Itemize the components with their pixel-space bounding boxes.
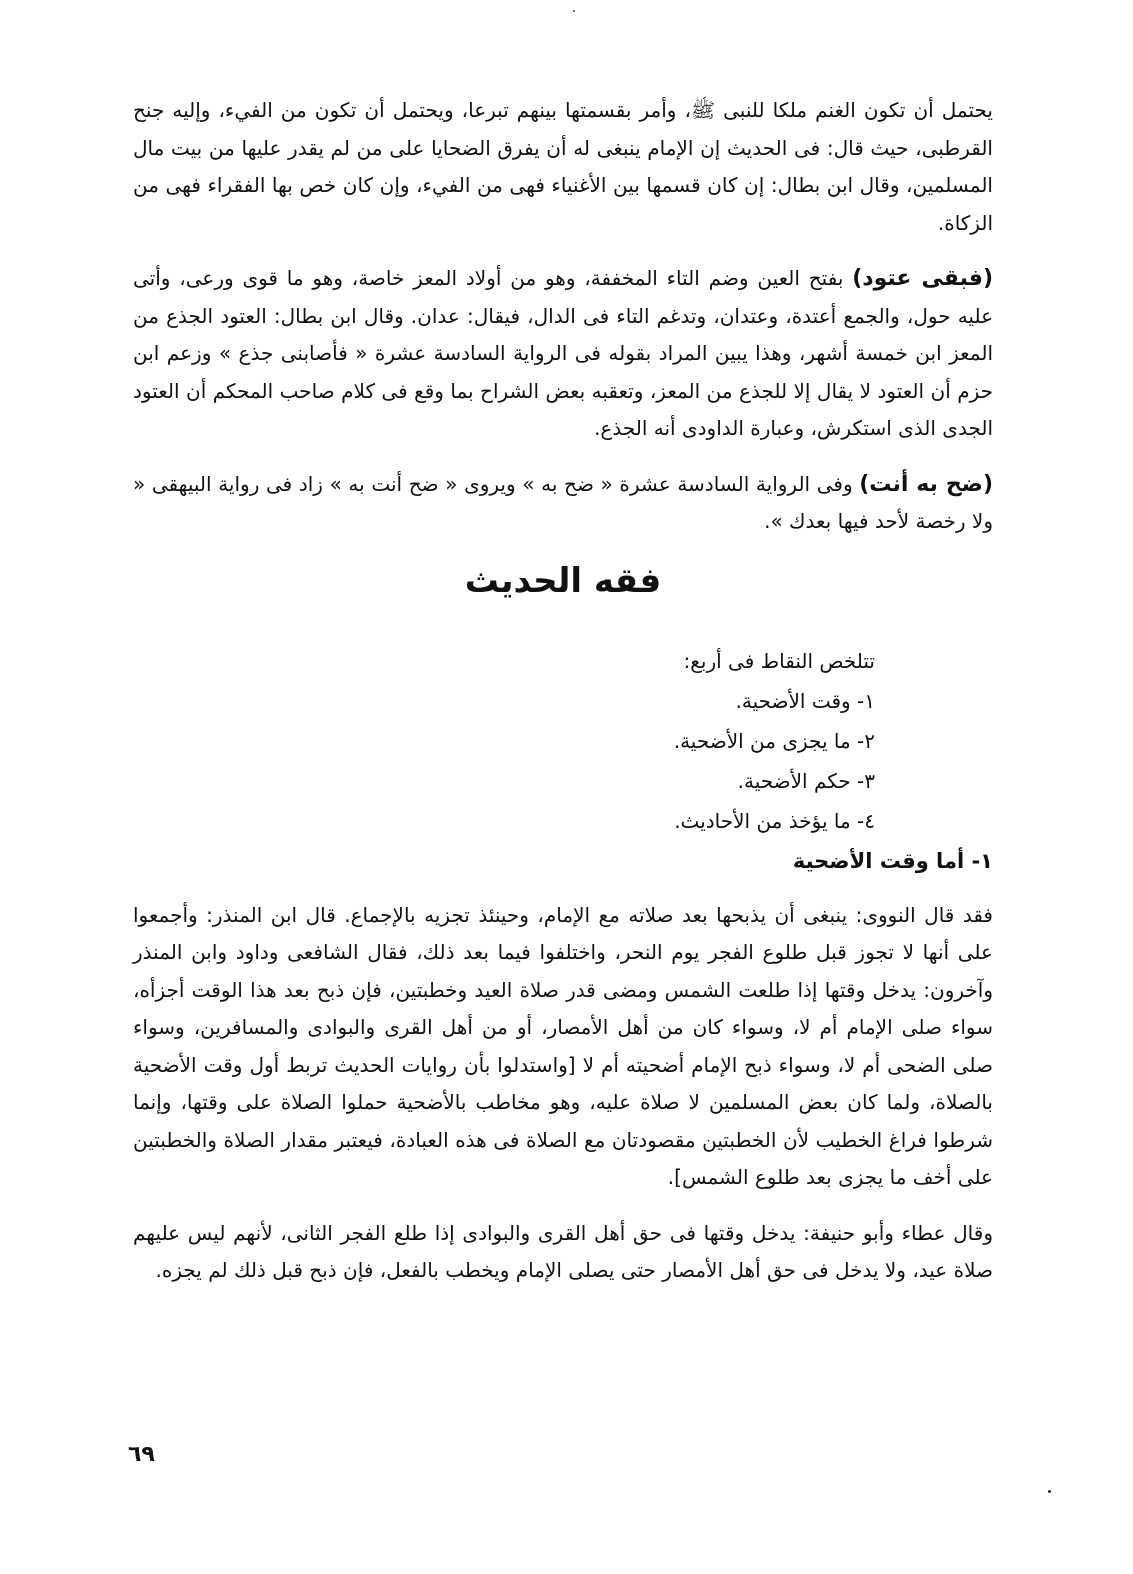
list-item: ٣- حكم الأضحية. [737, 768, 875, 793]
paragraph-2-lead: (فبقى عتود) [852, 266, 994, 291]
paragraph-2 [133, 260, 993, 448]
paragraph-3-lead: (ضح به أنت) [859, 471, 993, 497]
page-number: ٦٩ [128, 1442, 155, 1467]
subheading: ١- أما وقت الأضحية [792, 848, 993, 873]
section-intro: تتلخص النقاط فى أربع: [683, 648, 875, 673]
scan-speck [573, 10, 575, 12]
list-item: ١- وقت الأضحية. [735, 688, 875, 713]
page-body [133, 92, 993, 1308]
paragraph-1: يحتمل أن تكون الغنم ملكا للنبى ﷺ، وأمر بقسمتها بينهم تبرعا، ويحتمل أن تكون من الفيء، وإليه جنح القرطبى، حيث قال: فى الحديث إن الإمام ينبغى له أن يفرق الضحايا على من لم يقدر عليها من بيت مال المسلمين، وقال ابن بطال: إن كان قسمها بين الأغنياء فهى من الفيء، وإن كان خص بها الفقراء فهى من الزكاة. [133, 98, 993, 235]
scan-speck [1048, 1490, 1051, 1493]
list-item: ٤- ما يؤخذ من الأحاديث. [674, 808, 875, 833]
paragraph-5: وقال عطاء وأبو حنيفة: يدخل وقتها فى حق أهل القرى والبوادى إذا طلع الفجر الثانى، لأنهم ليس عليهم صلاة عيد، ولا يدخل فى حق أهل الأمصار حتى يصلى الإمام ويخطب بالفعل، فإن ذبح قبل ذلك لم يجزه. [133, 1220, 993, 1282]
paragraph-4: فقد قال النووى: ينبغى أن يذبحها بعد صلاته مع الإمام، وحينئذ تجزيه بالإجماع. قال ابن المنذر: وأجمعوا على أنها لا تجوز قبل طلوع الفجر يوم النحر، واختلفوا فيما بعد ذلك، فقال الشافعى وداود وابن المنذر وآخرون: يدخل وقتها إذا طلعت الشمس ومضى قدر صلاة العيد وخطبتين، فإن ذبح بعد هذا الوقت أجزأه، سواء صلى الإمام أم لا، وسواء كان من أهل الأمصار، أو من أهل القرى والبوادى والمسافرين، وسواء صلى الضحى أم لا، وسواء ذبح الإمام أضحيته أم لا [واستدلوا بأن روايات الحديث تربط أول وقت الأضحية بالصلاة، ولما كان بعض المسلمين لا صلاة عليه، وهو مخاطب بالأضحية حملوا الصلاة على وقتها، وإنما شرطوا فراغ الخطيب لأن الخطبتين مقصودتان مع الصلاة فى هذه العبادة، فيعتبر مقدار الصلاة والخطبتين على أخف ما يجزى بعد طلوع الشمس]. [133, 902, 993, 1189]
paragraph-2-text: بفتح العين وضم التاء المخففة، وهو من أولاد المعز خاصة، وهو ما قوى ورعى، وأتى عليه حول، والجمع أعتدة، وعتدان، وتدغم التاء فى الدال، فيقال: عدان. وقال ابن بطال: العتود الجذع من المعز ابن خمسة أشهر، وهذا يبين المراد بقوله فى الرواية السادسة عشرة « فأصابنى جذع » وزعم ابن حزم أن العتود لا يقال إلا للجذع من المعز، وتعقبه بعض الشراح بما وقع فى كلام صاحب المحكم أن العتود الجدى الذى استكرش، وعبارة الداودى أنه الجذع. [133, 266, 993, 440]
list-item: ٢- ما يجزى من الأضحية. [673, 728, 875, 753]
paragraph-3 [133, 466, 993, 541]
points-list [133, 681, 993, 841]
section-title: فقه الحديث [464, 560, 662, 601]
paragraph-3-text: وفى الرواية السادسة عشرة « ضح به » ويروى « ضح أنت به » زاد فى رواية البيهقى « ولا رخصة لأحد فيها بعدك ». [133, 471, 993, 533]
